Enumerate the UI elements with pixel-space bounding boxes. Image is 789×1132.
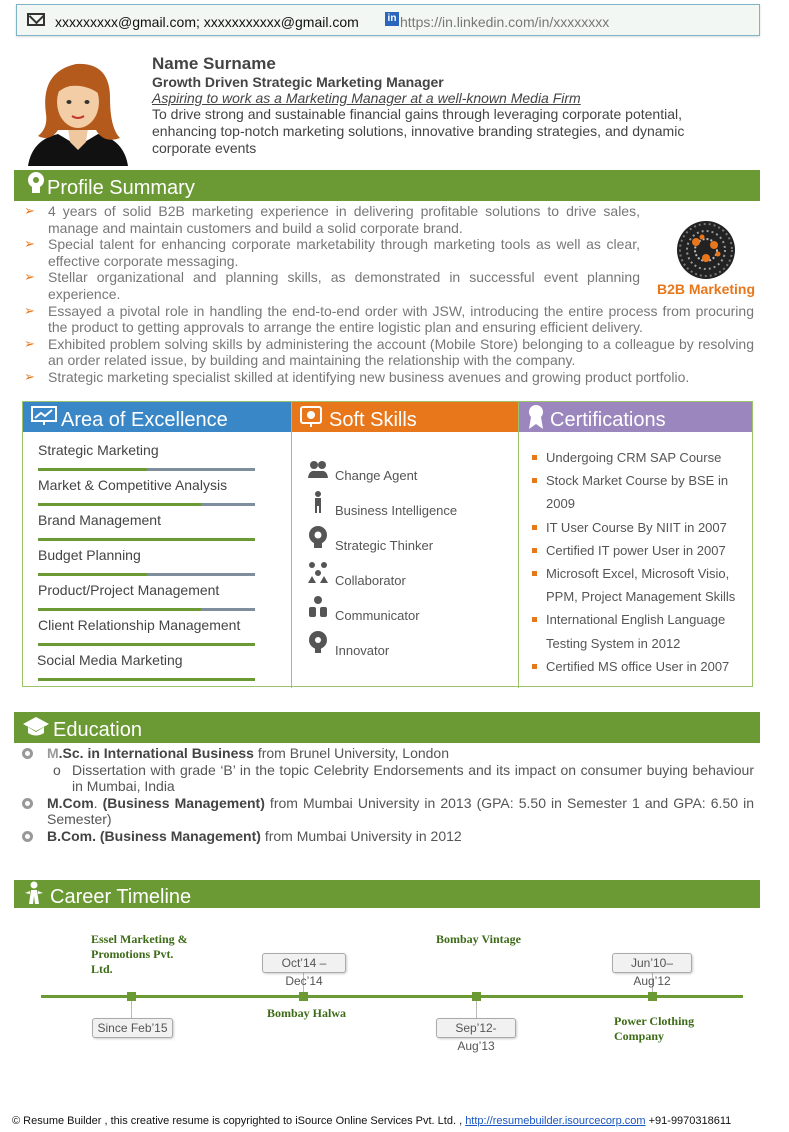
timeline-connector (476, 1001, 477, 1019)
excellence-level-fill (38, 538, 255, 541)
candidate-role: Growth Driven Strategic Marketing Manager (152, 74, 444, 90)
list-item: Microsoft Excel, Microsoft Visio, PPM, Project Management Skills (528, 562, 750, 608)
soft-skill-item: Collaborator (335, 573, 406, 588)
degree-initial: M (47, 745, 59, 761)
b2b-marketing-label: B2B Marketing (657, 281, 756, 297)
excellence-level-fill (38, 643, 255, 646)
excellence-item: Brand Management (38, 512, 161, 528)
excellence-item: Product/Project Management (38, 582, 220, 598)
list-item: IT User Course By NIIT in 2007 (528, 516, 750, 539)
timeline-node (127, 992, 136, 1001)
soft-skill-item: Innovator (335, 643, 390, 658)
timeline-date-badge: Jun’10–Aug’12 (612, 953, 692, 973)
timeline-company: Bombay Halwa (267, 1006, 347, 1020)
collaborator-icon (307, 560, 329, 584)
timeline-date-badge: Sep’12-Aug’13 (436, 1018, 516, 1038)
education-subitem (47, 762, 754, 795)
excellence-level-bar (38, 678, 255, 681)
excellence-level-bar (38, 608, 255, 611)
list-item: Certified IT power User in 2007 (528, 539, 750, 562)
career-timeline-header (14, 880, 760, 908)
education-item-bcom (22, 828, 754, 845)
excellence-level-bar (38, 643, 255, 646)
list-item: Certified MS office User in 2007 (528, 655, 750, 678)
excellence-level-bar (38, 503, 255, 506)
certifications-title: Certifications (550, 409, 666, 431)
list-item: ➢ Exhibited problem solving skills by administering the account (Mobile Store) belonging to a colleague by resolving an order related issue, by building and maintaining the relationship with the company. (24, 336, 754, 369)
business-person-icon (307, 490, 329, 514)
excellence-item: Budget Planning (38, 547, 141, 563)
timeline-date-badge: Oct’14 – Dec’14 (262, 953, 346, 973)
profile-summary-header (14, 170, 760, 201)
degree-name: .Sc. in International Business (58, 745, 254, 761)
head-gear-icon (307, 525, 329, 549)
dissertation-text: Dissertation with grade ‘B’ in the topic Celebrity Endorsements and its impact on consumer buying behaviour in Mumbai, India (72, 761, 754, 794)
excellence-level-bar (38, 468, 255, 471)
education-title: Education (53, 719, 142, 741)
timeline-company: Bombay Vintage (436, 932, 522, 946)
linkedin-link[interactable]: https://in.linkedin.com/in/xxxxxxxx (400, 14, 610, 30)
timeline-node (472, 992, 481, 1001)
profile-summary-title: Profile Summary (47, 177, 195, 199)
innovator-icon (307, 630, 329, 654)
list-item: Undergoing CRM SAP Course (528, 446, 750, 469)
communicator-icon (307, 595, 329, 619)
contact-bar (16, 4, 760, 36)
award-ribbon-icon (528, 404, 544, 430)
graduation-cap-icon (22, 715, 50, 739)
education-header (14, 712, 760, 743)
certifications-list (528, 446, 750, 678)
candidate-name: Name Surname (152, 54, 276, 73)
degree-name: M.Com (47, 794, 94, 811)
soft-skills-title: Soft Skills (329, 409, 417, 431)
degree-institution: from Mumbai University in 2012 (260, 827, 462, 844)
area-of-excellence-title: Area of Excellence (61, 409, 228, 431)
profile-summary-list (24, 203, 754, 386)
mail-icon (27, 13, 45, 26)
timeline-company: Power Clothing Company (614, 1014, 695, 1043)
excellence-level-bar (38, 538, 255, 541)
footer-phone: +91-9970318611 (645, 1115, 732, 1127)
list-item: ➢ Essayed a pivotal role in handling the end-to-end order with JSW, introducing the entire process from procuring the product to getting approvals to arrange the entire logistic plan and ensuring efficient delivery. (24, 303, 754, 336)
intro-text: To drive strong and sustainable financial gains through leveraging corporate potential, enhancing top-notch marketing solutions, innovative branding strategies, and dynamic corporate events (152, 106, 685, 156)
lightbulb-icon (24, 171, 48, 195)
excellence-level-fill (38, 608, 201, 611)
career-timeline-title: Career Timeline (50, 886, 192, 908)
education-item-msc (22, 745, 754, 762)
excellence-level-fill (38, 573, 147, 576)
footer (12, 1115, 731, 1127)
soft-skill-item: Strategic Thinker (335, 538, 434, 553)
presentation-chart-icon (31, 406, 57, 426)
avatar (24, 58, 132, 166)
education-item-mcom (22, 795, 754, 828)
bullet-icon (22, 798, 33, 809)
footer-link[interactable]: http://resumebuilder.isourcecorp.com (465, 1115, 646, 1127)
area-of-excellence-header (23, 402, 291, 432)
degree-punctuation: . (93, 794, 98, 811)
email-text: xxxxxxxxx@gmail.com; xxxxxxxxxxx@gmail.com (55, 14, 359, 30)
timeline-date-badge: Since Feb’15 (92, 1018, 173, 1038)
degree-institution: from Mumbai University in 2013 (GPA: 5.50 in Semester 1 and GPA: 6.50 in Semester) (47, 794, 754, 827)
list-item: International English Language Testing System in 2012 (528, 608, 750, 654)
excellence-item: Client Relationship Management (38, 617, 241, 633)
excellence-item: Strategic Marketing (38, 442, 159, 458)
list-item: ➢ Strategic marketing specialist skilled at identifying new business avenues and growing product portfolio. (24, 369, 754, 386)
soft-skill-item: Change Agent (335, 468, 418, 483)
timeline-axis (41, 995, 743, 998)
timeline-company: Essel Marketing & Promotions Pvt. Ltd. (91, 932, 188, 976)
bullet-icon (22, 748, 33, 759)
linkedin-icon: in (385, 12, 399, 26)
excellence-item: Social Media Marketing (37, 652, 183, 668)
excellence-level-fill (38, 678, 255, 681)
degree-name: B.Com. (Business Management) (47, 827, 261, 844)
excellence-level-bar (38, 573, 255, 576)
degree-specialization: (Business Management) (97, 794, 265, 811)
soft-skill-item: Business Intelligence (335, 503, 458, 518)
bullet-icon (22, 831, 33, 842)
excellence-level-fill (38, 503, 201, 506)
soft-skill-item: Communicator (335, 608, 420, 623)
list-item: Stock Market Course by BSE in 2009 (528, 469, 750, 515)
timeline-node (299, 992, 308, 1001)
certifications-header (518, 402, 752, 432)
list-item: ➢ 4 years of solid B2B marketing experience in delivering profitable solutions to drive sales, manage and maintain customers and build a solid corporate brand. (24, 203, 640, 236)
list-item: ➢ Special talent for enhancing corporate marketability through marketing tools as well as clear, effective corporate messaging. (24, 236, 640, 269)
aspiration-line: Aspiring to work as a Marketing Manager at a well-known Media Firm (152, 90, 581, 106)
list-item: ➢ Stellar organizational and planning skills, as demonstrated in successful event planning experience. (24, 269, 640, 302)
excellence-level-fill (38, 468, 147, 471)
career-ladder-icon (22, 881, 46, 905)
skills-panel (22, 401, 753, 687)
footer-copyright: © Resume Builder , this creative resume is copyrighted to iSource Online Services Pvt. Ltd. , (12, 1115, 466, 1127)
degree-institution: from Brunel University, London (253, 745, 450, 761)
excellence-item: Market & Competitive Analysis (38, 477, 228, 493)
education-list (22, 745, 754, 844)
soft-skills-column (291, 402, 518, 688)
sub-bullet-marker: o (53, 761, 61, 778)
timeline-node (648, 992, 657, 1001)
change-agent-icon (307, 458, 329, 482)
column-divider (518, 402, 519, 688)
timeline-connector (131, 1001, 132, 1019)
